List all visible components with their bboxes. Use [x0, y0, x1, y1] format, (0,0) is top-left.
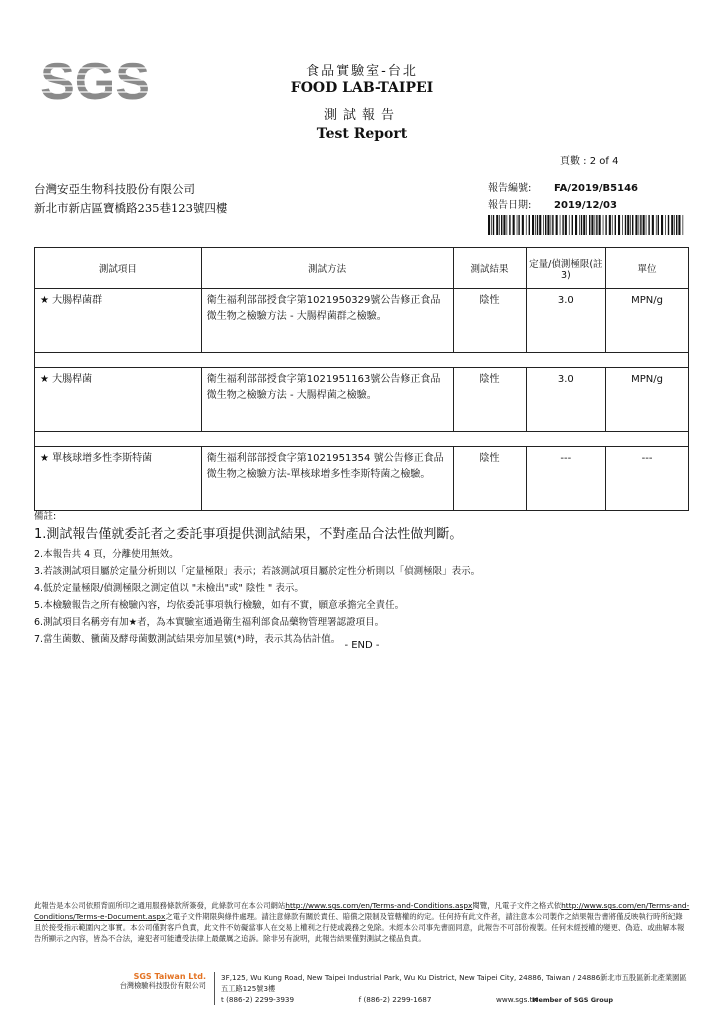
- barcode-bar: [643, 215, 645, 235]
- barcode-bar: [547, 215, 549, 235]
- barcode-bar: [565, 215, 567, 235]
- barcode-bar: [499, 215, 500, 235]
- barcode-bar: [496, 215, 498, 235]
- client-block: [34, 180, 227, 218]
- barcode-bar: [569, 215, 570, 235]
- barcode-bar: [493, 215, 494, 235]
- cell-result: 陰性: [453, 368, 526, 432]
- barcode-bar: [572, 215, 573, 235]
- barcode-bar: [581, 215, 582, 235]
- cell-item: ★ 單核球增多性李斯特菌: [35, 447, 202, 511]
- row-gap: [35, 432, 689, 447]
- barcode-bar: [589, 215, 590, 235]
- header-test-item: 測試項目: [35, 248, 202, 289]
- table-header-row: [35, 248, 689, 289]
- cell-method: 衛生福利部部授食字第1021951163號公告修正食品微生物之檢驗方法 - 大腸桿菌之檢驗。: [201, 368, 453, 432]
- barcode-bar: [683, 215, 684, 235]
- table-row: [35, 368, 689, 432]
- footer-address: 3F,125, Wu Kung Road, New Taipei Industrial Park, Wu Ku District, New Taipei City, 24886, Taiwan / 24886新北市五股區新北產業園區五工路125號3樓: [221, 973, 687, 993]
- barcode-bar: [509, 215, 510, 235]
- table-row: [35, 447, 689, 511]
- cell-unit: ---: [606, 447, 689, 511]
- note-item: 7.當生菌數、黴菌及酵母菌數測試結果旁加星號(*)時，表示其為估計值。: [34, 634, 341, 645]
- cell-method: 衛生福利部部授食字第1021950329號公告修正食品微生物之檢驗方法 - 大腸桿菌群之檢驗。: [201, 289, 453, 353]
- cell-unit: MPN/g: [606, 289, 689, 353]
- footer-tel: t (886-2) 2299-3939: [221, 995, 295, 1004]
- barcode-bar: [537, 215, 538, 235]
- barcode-bar: [615, 215, 616, 235]
- report-number: FA/2019/B5146: [554, 183, 639, 194]
- row-gap: [35, 353, 689, 368]
- note-item: 6.測試項目名稱旁有加★者，為本實驗室通過衛生福利部食品藥物管理署認證項目。: [34, 617, 385, 628]
- barcode-bar: [575, 215, 577, 235]
- cell-item: ★ 大腸桿菌: [35, 368, 202, 432]
- barcode-bar: [618, 215, 620, 235]
- barcode-bar: [658, 215, 659, 235]
- barcode-bar: [676, 215, 677, 235]
- report-date-label: 報告日期:: [488, 200, 532, 211]
- results-table: [34, 247, 689, 511]
- barcode-bar: [491, 215, 492, 235]
- footer-company-en: SGS Taiwan Ltd.: [133, 972, 206, 981]
- barcode-bar: [488, 215, 490, 235]
- barcode-bar: [625, 215, 626, 235]
- barcode-bar: [612, 215, 613, 235]
- barcode-bar: [556, 215, 558, 235]
- barcode-bar: [503, 215, 505, 235]
- disclaimer: [34, 900, 690, 944]
- note-item: 5.本檢驗報告之所有檢驗內容，均依委託事項執行檢驗，如有不實，願意承擔完全責任。: [34, 600, 405, 611]
- report-title-en: Test Report: [316, 126, 408, 142]
- header-limit: 定量/偵測極限(註3): [526, 248, 606, 289]
- barcode-bar: [591, 215, 593, 235]
- barcode-bar: [632, 215, 633, 235]
- barcode-bar: [583, 215, 585, 235]
- disclaimer-text-1: 此報告是本公司依照背面所印之通用服務條款所簽發，此條款可在本公司網站: [34, 901, 286, 910]
- table-row: [35, 289, 689, 353]
- barcode-bar: [609, 215, 611, 235]
- barcode-bar: [639, 215, 640, 235]
- footer-web[interactable]: www.sgs.tw: [496, 995, 539, 1004]
- note-item: 3.若該測試項目屬於定量分析則以「定量極限」表示；若該測試項目屬於定性分析則以「偵測極限」表示。: [34, 566, 481, 577]
- barcode-bar: [513, 215, 515, 235]
- barcode-bar: [529, 215, 530, 235]
- barcode-bar: [526, 215, 527, 235]
- barcode-bar: [518, 215, 519, 235]
- barcode-bar: [640, 215, 641, 235]
- barcode: [488, 215, 686, 235]
- client-name: 台灣安亞生物科技股份有限公司: [34, 182, 195, 196]
- barcode-bar: [545, 215, 546, 235]
- barcode-bar: [599, 215, 601, 235]
- barcode-bar: [656, 215, 657, 235]
- barcode-bar: [539, 215, 541, 235]
- barcode-bar: [661, 215, 663, 235]
- notes-list: [34, 524, 480, 648]
- cell-result: 陰性: [453, 447, 526, 511]
- barcode-bar: [605, 215, 606, 235]
- cell-unit: MPN/g: [606, 368, 689, 432]
- barcode-bar: [596, 215, 597, 235]
- barcode-bar: [532, 215, 534, 235]
- footer-company-cn: 台灣檢驗科技股份有限公司: [119, 981, 206, 990]
- barcode-bar: [501, 215, 502, 235]
- barcode-bar: [678, 215, 680, 235]
- barcode-bar: [579, 215, 580, 235]
- header-unit: 單位: [606, 248, 689, 289]
- terms-e-document-link[interactable]: http://www.sgs.com/en/Terms-and-Conditions/Terms-e-Document.aspx: [34, 901, 690, 921]
- barcode-bar: [543, 215, 544, 235]
- report-title-cn: 測試報告: [323, 108, 400, 123]
- cell-limit: 3.0: [526, 289, 606, 353]
- footer-fax: f (886-2) 2299-1687: [358, 995, 432, 1004]
- barcode-bar: [551, 215, 552, 235]
- note-item: 2.本報告共 4 頁，分離使用無效。: [34, 549, 179, 560]
- header-test-result: 測試結果: [453, 248, 526, 289]
- barcode-bar: [535, 215, 536, 235]
- page-count: 頁數 : 2 of 4: [560, 156, 619, 167]
- barcode-bar: [652, 215, 654, 235]
- report-number-label: 報告編號:: [488, 183, 532, 194]
- barcode-bar: [627, 215, 629, 235]
- terms-link[interactable]: http://www.sgs.com/en/Terms-and-Conditions.aspx: [285, 901, 473, 910]
- barcode-bar: [630, 215, 631, 235]
- cell-result: 陰性: [453, 289, 526, 353]
- sgs-logo-text: SGS: [40, 53, 150, 110]
- barcode-bar: [522, 215, 524, 235]
- disclaimer-text-3: 之電子文件期限與條件處理。請注意條款有關於責任、賠償之限制及管轄權的約定。任何持有此文件者，請注意本公司製作之結果報告書將僅反映執行時所紀錄且於接受指示範圍內之事實。本公司僅對客戶負責，此文件不妨礙當事人在交易上權利之行使或義務之免除。未經本公司事先書面同意，此報告不可部份複製。任何未經授權的變更、偽造、或曲解本報告所顯示之內容，皆為不合法，違犯者可能遭受法律上最嚴厲之追訴。除非另有說明，此報告結果僅對測試之樣品負責。: [34, 912, 685, 943]
- cell-limit: 3.0: [526, 368, 606, 432]
- barcode-bar: [668, 215, 669, 235]
- disclaimer-text-2: 閱覽，凡電子文件之格式依: [472, 901, 562, 910]
- barcode-bar: [595, 215, 596, 235]
- note-item: 1.測試報告僅就委託者之委託事項提供測試結果，不對產品合法性做判斷。: [34, 527, 463, 542]
- end-marker: - END -: [344, 640, 380, 651]
- notes-title: 備註:: [34, 511, 57, 522]
- lab-name-en: FOOD LAB-TAIPEI: [290, 80, 434, 96]
- note-item: 4.低於定量極限/偵測極限之測定值以 "未檢出"或" 陰性 " 表示。: [34, 583, 304, 594]
- barcode-bar: [622, 215, 623, 235]
- footer-member: Member of SGS Group: [532, 996, 613, 1004]
- barcode-bar: [552, 215, 553, 235]
- cell-item: ★ 大腸桿菌群: [35, 289, 202, 353]
- barcode-bar: [603, 215, 604, 235]
- header-test-method: 測試方法: [201, 248, 453, 289]
- report-date: 2019/12/03: [554, 200, 617, 211]
- barcode-bar: [635, 215, 637, 235]
- client-address: 新北市新店區寶橋路235巷123號四樓: [34, 201, 228, 215]
- barcode-bar: [646, 215, 647, 235]
- barcode-bar: [648, 215, 649, 235]
- barcode-bar: [562, 215, 563, 235]
- barcode-bar: [665, 215, 666, 235]
- cell-limit: ---: [526, 447, 606, 511]
- barcode-bar: [507, 215, 508, 235]
- barcode-bar: [586, 215, 587, 235]
- report-info: [488, 180, 638, 214]
- barcode-bar: [671, 215, 673, 235]
- barcode-bar: [517, 215, 518, 235]
- lab-name-cn: 食品實驗室-台北: [306, 64, 418, 79]
- barcode-bar: [674, 215, 675, 235]
- barcode-bar: [560, 215, 561, 235]
- cell-method: 衛生福利部部授食字第1021951354 號公告修正食品微生物之檢驗方法-單核球增多性李斯特菌之檢驗。: [201, 447, 453, 511]
